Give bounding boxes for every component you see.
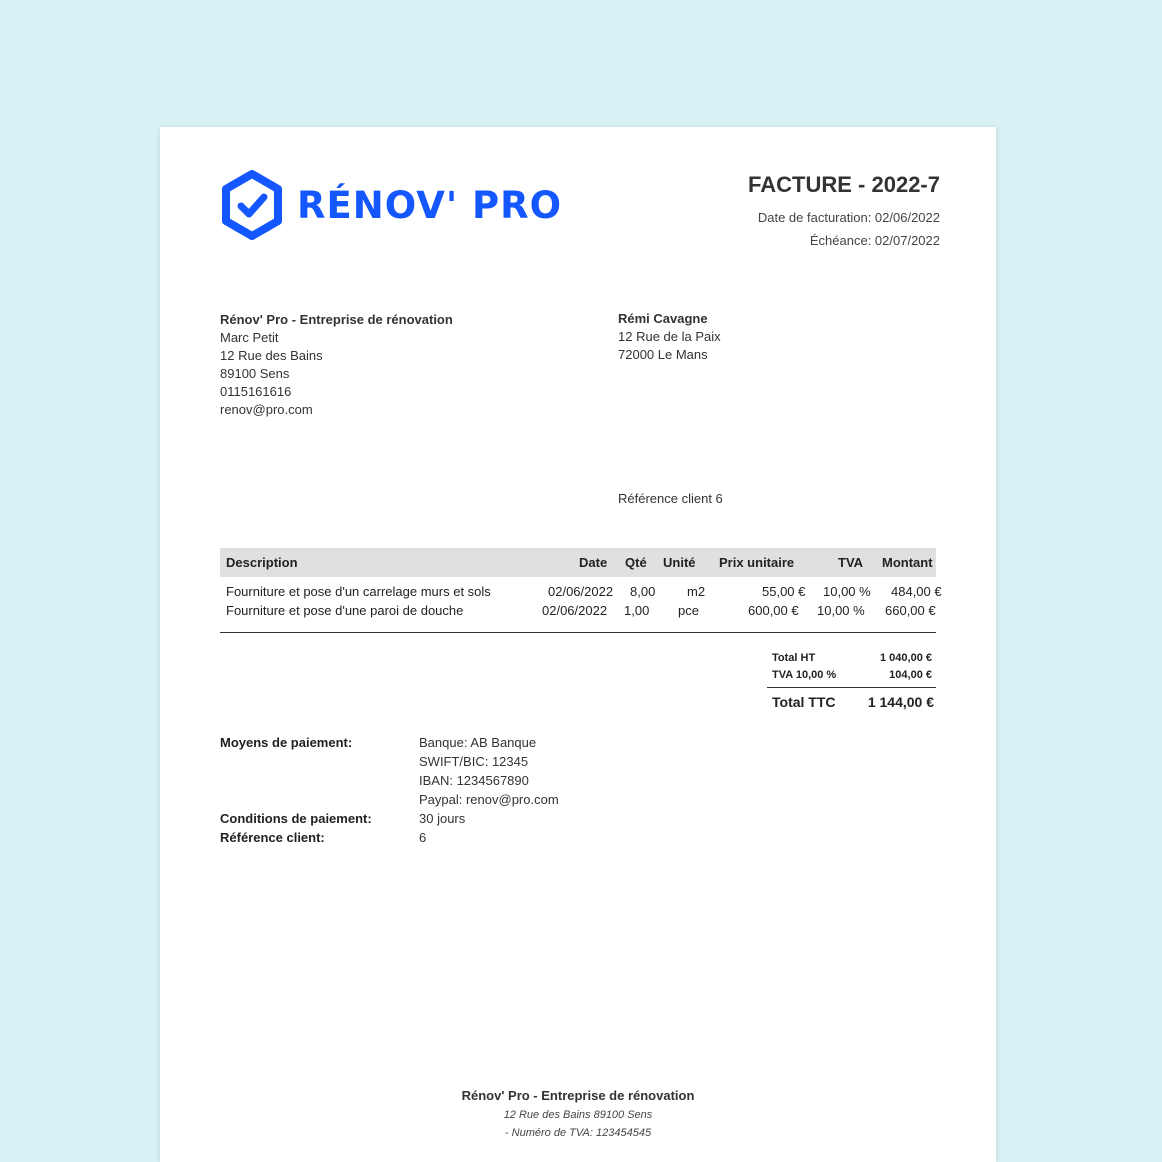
due-date: Échéance: 02/07/2022: [809, 233, 940, 248]
sender-contact: Marc Petit: [220, 330, 279, 345]
row-description: Fourniture et pose d'une paroi de douche: [226, 603, 464, 618]
row-unit-price: 600,00 €: [748, 603, 799, 618]
sender-name: Rénov' Pro - Entreprise de rénovation: [220, 312, 453, 327]
row-unit-price: 55,00 €: [762, 584, 806, 599]
col-amount: Montant: [882, 555, 933, 570]
client-reference-value: 6: [419, 830, 427, 845]
col-unit: Unité: [663, 555, 696, 570]
total-vat-value: 104,00 €: [889, 669, 932, 681]
col-vat: TVA: [838, 555, 864, 570]
row-date: 02/06/2022: [542, 603, 608, 618]
payment-methods-label: Moyens de paiement:: [220, 735, 353, 750]
total-ttc-value: 1 144,00 €: [867, 694, 934, 710]
footer-address: 12 Rue des Bains 89100 Sens: [503, 1109, 653, 1121]
row-date: 02/06/2022: [548, 584, 614, 599]
shield-check-icon: [221, 170, 283, 240]
table-bottom-rule: [220, 632, 936, 633]
row-qty: 8,00: [630, 584, 656, 599]
client-reference: Référence client 6: [618, 491, 723, 506]
client-reference-label: Référence client:: [220, 830, 325, 845]
total-ht-label: Total HT: [772, 652, 816, 664]
col-qty: Qté: [625, 555, 647, 570]
payment-bank: Banque: AB Banque: [419, 735, 537, 750]
total-ttc-label: Total TTC: [772, 694, 836, 710]
footer-company: Rénov' Pro - Entreprise de rénovation: [461, 1088, 695, 1103]
sender-city: 89100 Sens: [220, 366, 290, 381]
payment-conditions-label: Conditions de paiement:: [220, 811, 372, 826]
sender-street: 12 Rue des Bains: [220, 348, 323, 363]
sender-email: renov@pro.com: [220, 402, 313, 417]
recipient-street: 12 Rue de la Paix: [618, 329, 721, 344]
table-row: [220, 603, 960, 621]
row-vat: 10,00 %: [823, 584, 871, 599]
row-amount: 484,00 €: [891, 584, 942, 599]
payment-paypal: Paypal: renov@pro.com: [419, 792, 559, 807]
sender-phone: 0115161616: [220, 384, 292, 399]
invoice-page: [160, 127, 996, 1162]
payment-conditions-value: 30 jours: [419, 811, 466, 826]
row-vat: 10,00 %: [817, 603, 865, 618]
row-description: Fourniture et pose d'un carrelage murs et sols: [226, 584, 491, 599]
invoice-title: FACTURE - 2022-7: [748, 172, 940, 197]
company-logo: [221, 170, 562, 240]
billing-date: Date de facturation: 02/06/2022: [757, 210, 940, 225]
total-vat-label: TVA 10,00 %: [772, 669, 837, 681]
row-qty: 1,00: [624, 603, 650, 618]
items-table-header: [220, 548, 936, 577]
recipient-city: 72000 Le Mans: [618, 347, 708, 362]
logo-wordmark: RÉNOV' PRO: [297, 183, 563, 227]
row-amount: 660,00 €: [885, 603, 936, 618]
col-description: Description: [226, 555, 298, 570]
sender-address: [220, 311, 453, 419]
row-unit: pce: [678, 603, 699, 618]
table-row: [220, 584, 960, 602]
totals-rule: [767, 687, 936, 688]
recipient-address: [618, 310, 721, 364]
payment-swift: SWIFT/BIC: 12345: [419, 754, 529, 769]
payment-iban: IBAN: 1234567890: [419, 773, 529, 788]
footer-vat-number: - Numéro de TVA: 123454545: [504, 1127, 652, 1139]
col-date: Date: [579, 555, 608, 570]
total-ht-value: 1 040,00 €: [880, 652, 932, 664]
recipient-name: Rémi Cavagne: [618, 311, 708, 326]
col-unit-price: Prix unitaire: [719, 555, 795, 570]
row-unit: m2: [687, 584, 706, 599]
